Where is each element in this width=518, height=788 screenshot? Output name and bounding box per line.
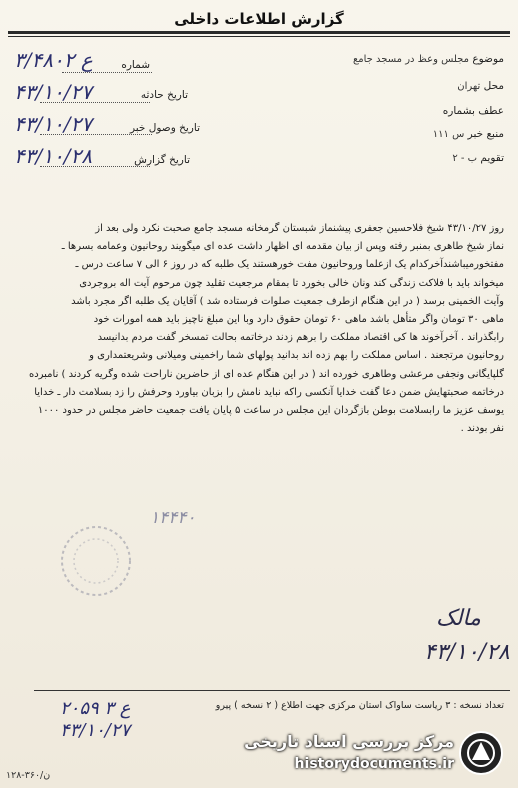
watermark-url: historydocuments.ir bbox=[294, 756, 454, 772]
body-line: مفتخورمیباشندآخرکدام یک ازعلما وروحانیون مفت خورهستند یک طلبه که در روز ۶ الی ۷ ساعت درس ـ bbox=[75, 259, 504, 271]
number-value: ۳/۴۸۰ع ۲ bbox=[14, 48, 93, 72]
incident-date-label: تاریخ حادثه bbox=[140, 89, 188, 101]
archive-code: ۱۲۸-۳۶۰/ن bbox=[6, 770, 51, 781]
reference-label: عطف بشماره bbox=[442, 105, 504, 117]
subject-value: مجلس وعظ در مسجد جامع bbox=[352, 54, 469, 65]
faded-stamp bbox=[56, 516, 168, 606]
location-field bbox=[457, 80, 504, 92]
body-line: نفر بودند . bbox=[460, 423, 504, 435]
subject-field bbox=[353, 53, 504, 65]
header-rule bbox=[8, 31, 510, 34]
received-date-value: ۴۳/۱۰/۲۷ bbox=[14, 112, 92, 136]
body-line: روحانیون مرتجعند . اساس مملکت را بهم زده اند بدانید پولهای شما راخمینی ومیلانی وشریعتمداری و bbox=[89, 350, 504, 362]
watermark-title: مرکز بررسی اسناد تاریخی bbox=[244, 732, 454, 751]
number-label: شماره bbox=[121, 59, 150, 71]
incident-date-value: ۴۳/۱۰/۲۷ bbox=[14, 80, 92, 104]
stamp-handwritten-number: ۱۴۴۴۰ bbox=[150, 508, 196, 528]
footer-rule bbox=[34, 690, 510, 691]
location-value: تهران bbox=[457, 81, 481, 92]
body-line: گلپایگانی ونجفی مرعشی وطاهری خورده اند ( در این هنگام عده ای از حاضرین ناراحت شده وگریه کردند ) نامبرده bbox=[28, 368, 504, 380]
number-dots bbox=[62, 72, 152, 73]
report-date-label: تاریخ گزارش bbox=[134, 154, 190, 166]
evaluation-value: ب - ۲ bbox=[452, 153, 478, 164]
location-label: محل bbox=[483, 80, 504, 92]
evaluation-label: تقویم bbox=[480, 152, 504, 164]
report-body bbox=[14, 220, 504, 438]
archive-seal-logo-icon bbox=[458, 730, 504, 776]
reference-field bbox=[443, 105, 504, 117]
evaluation-field bbox=[452, 152, 504, 164]
subject-label: موضوع bbox=[472, 53, 504, 65]
body-line: ماهی ۳۰ تومان واگر متأهل باشد ماهی ۶۰ تومان حقوق دارد وبا این مبلغ ناچیز باید همه امورات خود bbox=[93, 314, 504, 326]
document-title: گزارش اطلاعات داخلی bbox=[174, 10, 344, 28]
source-field bbox=[433, 128, 504, 140]
signature-name: مالک bbox=[436, 606, 481, 631]
signature-date: ۴۳/۱۰/۲۸ bbox=[424, 640, 510, 665]
footer-handwritten-ref: ۲۰۵۹ ع ۳ bbox=[60, 698, 131, 719]
source-label: منبع خبر bbox=[467, 128, 504, 140]
received-date-label: تاریخ وصول خبر bbox=[129, 122, 200, 134]
footer-copies: تعداد نسخه : ۳ ریاست ساواک استان مرکزی جهت اطلاع ( ۲ نسخه ) پیرو bbox=[215, 700, 504, 711]
body-line: روز ۴۳/۱۰/۲۷ شیخ فلاحسین جعفری پیشنماز شبستان گرمخانه مسجد جامع صحبت نکرد ولی بعد از bbox=[95, 223, 504, 234]
body-line: یوسف عزیز ما رابسلامت بوطن بازگردان این مجلس در ساعت ۵ پایان یافت جمعیت حاضر مجلس در حدود ۱۰۰۰ bbox=[37, 405, 504, 417]
header-rule-thin bbox=[8, 36, 510, 37]
source-value: س ۱۱۱ bbox=[432, 129, 465, 140]
body-line: درخاتمه صحبتهایش ضمن دعا گفت خدایا آنکسی راکه نباید نامش را بزبان بیاورد وحرفش را زد بسلامت دار ـ خدایا bbox=[34, 386, 504, 398]
report-date-value: ۴۳/۱۰/۲۸ bbox=[14, 144, 92, 168]
body-line: رابگذراند . آخرآخوند ها کی اقتصاد مملکت را برهم زدند درخاتمه بحالت تمسخر گفت مردم بدانیسد bbox=[97, 332, 504, 344]
body-line: وآیت الخمینی برسد ( در این هنگام ازطرف جمعیت صلوات فرستاده شد ) آقایان یک طلبه اگر مجرد باشد bbox=[71, 295, 504, 307]
body-line: نماز شیخ طاهری بمنبر رفته وپس از بیان مقدمه ای اظهار داشت عده ای میگویند روحانیون وعمامه بسرها ـ bbox=[61, 241, 504, 253]
body-line: میخواند باید با فلاکت زندگی کند ونان خالی بخورد تا بمقام مرجعیت تقلید چون مرحوم آیت اله بروجردی bbox=[79, 277, 504, 289]
footer-handwritten-date: ۴۳/۱۰/۲۷ bbox=[60, 720, 131, 741]
